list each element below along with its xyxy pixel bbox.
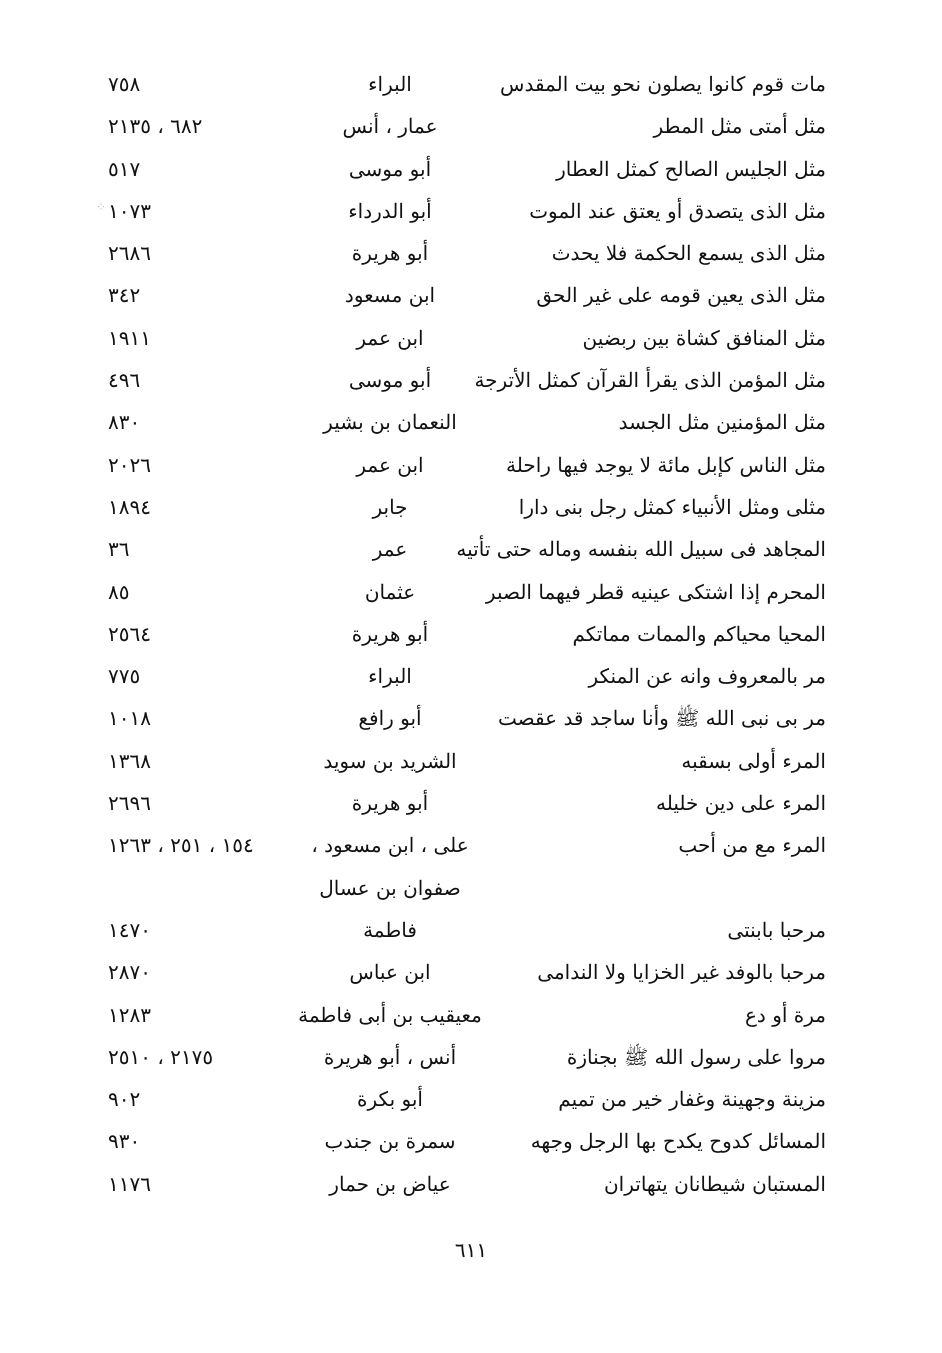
reference-number: ٣٤٢	[108, 283, 141, 308]
narrator: عثمان	[364, 579, 416, 604]
narrator: ابن عمر	[356, 452, 424, 477]
index-row	[0, 994, 942, 1036]
index-row	[0, 486, 942, 528]
reference-number: ١٢٨٣	[108, 1002, 151, 1027]
narrator: ابن عباس	[349, 960, 431, 985]
index-row	[0, 1078, 942, 1120]
hadith-text: مثلى ومثل الأنبياء كمثل رجل بنى دارا	[518, 494, 826, 519]
reference-number: ٢٦٩٦	[108, 791, 151, 816]
narrator: أبو هريرة	[351, 791, 429, 816]
narrator: البراء	[368, 664, 412, 689]
narrator: البراء	[368, 72, 412, 96]
hadith-text: المستبان شيطانان يتهاتران	[603, 1171, 826, 1196]
index-row	[0, 655, 942, 697]
hadith-text: المجاهد فى سبيل الله بنفسه وماله حتى تأتيه	[456, 537, 826, 562]
narrator: الشريد بن سويد	[323, 748, 457, 773]
narrator: أبو هريرة	[351, 241, 429, 266]
hadith-index-list	[0, 63, 942, 1205]
narrator: معيقيب بن أبى فاطمة	[298, 1002, 482, 1027]
index-row	[0, 274, 942, 316]
hadith-text: مات قوم كانوا يصلون نحو بيت المقدس	[500, 72, 826, 96]
reference-number: ١١٧٦	[108, 1171, 151, 1196]
hadith-text: مثل المؤمن الذى يقرأ القرآن كمثل الأترجة	[474, 368, 826, 393]
reference-number: ٦٨٢ ، ٢١٣٥	[108, 114, 203, 139]
index-row	[0, 359, 942, 401]
reference-number: ٢٦٨٦	[108, 241, 151, 266]
index-row	[0, 571, 942, 613]
reference-number: ٥١٧	[108, 156, 141, 181]
reference-number: ٨٥	[108, 579, 130, 604]
hadith-text: المرء أولى بسقبه	[681, 748, 826, 773]
hadith-text: مثل الذى يسمع الحكمة فلا يحدث	[551, 241, 826, 266]
narrator: عمر	[372, 537, 408, 562]
index-row	[0, 697, 942, 739]
index-row	[0, 824, 942, 866]
narrator: على ، ابن مسعود ،	[311, 833, 469, 858]
hadith-text: المرء مع من أحب	[678, 833, 826, 858]
index-row	[0, 1120, 942, 1162]
index-row	[0, 401, 942, 443]
hadith-text: مروا على رسول الله ﷺ بجنازة	[566, 1044, 826, 1069]
hadith-text: المرء على دين خليله	[655, 791, 826, 816]
hadith-text: مثل الجليس الصالح كمثل العطار	[556, 156, 826, 181]
hadith-text: مثل المنافق كشاة بين ربضين	[582, 325, 826, 350]
narrator: ابن عمر	[356, 325, 424, 350]
narrator: أبو موسى	[348, 156, 432, 181]
hadith-text: مثل الناس كإبل مائة لا يوجد فيها راحلة	[505, 452, 826, 477]
reference-number: ٣٦	[108, 537, 130, 562]
narrator: النعمان بن بشير	[323, 410, 457, 435]
hadith-text: المحيا محياكم والممات مماتكم	[572, 621, 826, 646]
reference-number: ٤٩٦	[108, 368, 141, 393]
reference-number: ١٥٤ ، ٢٥١ ، ١٢٦٣	[108, 833, 254, 858]
index-row	[0, 909, 942, 951]
hadith-text: المحرم إذا اشتكى عينيه قطر فيهما الصبر	[485, 579, 826, 604]
index-row	[0, 232, 942, 274]
narrator: أنس ، أبو هريرة	[323, 1044, 457, 1069]
hadith-text: مر بالمعروف وانه عن المنكر	[588, 664, 826, 689]
hadith-text: مثل الذى يعين قومه على غير الحق	[536, 283, 826, 308]
narrator: عمار ، أنس	[342, 114, 438, 139]
hadith-text: مرة أو دع	[745, 1002, 826, 1027]
hadith-text: مثل المؤمنين مثل الجسد	[618, 410, 826, 435]
hadith-text: مثل الذى يتصدق أو يعتق عند الموت	[529, 198, 826, 223]
narrator: سمرة بن جندب	[324, 1129, 456, 1154]
reference-number: ٧٧٥	[108, 664, 141, 689]
narrator: أبو الدرداء	[348, 198, 432, 223]
narrator: فاطمة	[363, 917, 417, 942]
index-row	[0, 1036, 942, 1078]
reference-number: ١٩١١	[108, 325, 151, 350]
reference-number: ٧٥٨	[108, 72, 141, 96]
narrator: أبو رافع	[358, 706, 422, 731]
reference-number	[108, 867, 298, 909]
index-row	[0, 740, 942, 782]
narrator: صفوان بن عسال	[319, 875, 461, 900]
hadith-text: مرحبا بابنتى	[727, 917, 826, 942]
reference-number: ١٣٦٨	[108, 748, 151, 773]
narrator: أبو بكرة	[357, 1087, 423, 1112]
index-row	[0, 782, 942, 824]
reference-number: ١٠٧٣	[108, 198, 151, 223]
hadith-text: مثل أمتى مثل المطر	[653, 114, 826, 139]
reference-number: ٢٥٦٤	[108, 621, 151, 646]
scan-mark: ⁘	[96, 200, 107, 214]
narrator: أبو هريرة	[351, 621, 429, 646]
narrator: عياض بن حمار	[329, 1171, 451, 1196]
narrator: جابر	[372, 494, 408, 519]
index-row	[0, 528, 942, 570]
index-row	[0, 190, 942, 232]
reference-number: ٩٣٠	[108, 1129, 141, 1154]
index-row	[0, 63, 942, 105]
reference-number: ٢٨٧٠	[108, 960, 151, 985]
hadith-text: المسائل كدوح يكدح بها الرجل وجهه	[530, 1129, 826, 1154]
hadith-text: مرحبا بالوفد غير الخزايا ولا الندامى	[537, 960, 826, 985]
index-row	[0, 105, 942, 147]
hadith-text: مزينة وجهينة وغفار خير من تميم	[558, 1087, 826, 1112]
reference-number: ٢١٧٥ ، ٢٥١٠	[108, 1044, 214, 1069]
index-row	[0, 951, 942, 993]
hadith-text: مر بى نبى الله ﷺ وأنا ساجد قد عقصت	[498, 706, 826, 731]
index-row	[0, 1163, 942, 1205]
index-row	[0, 613, 942, 655]
index-row	[0, 444, 942, 486]
reference-number: ٢٠٢٦	[108, 452, 151, 477]
narrator: أبو موسى	[348, 368, 432, 393]
reference-number: ٩٠٢	[108, 1087, 141, 1112]
index-row	[0, 317, 942, 359]
index-row	[0, 148, 942, 190]
index-row	[0, 867, 942, 909]
narrator: ابن مسعود	[344, 283, 436, 308]
reference-number: ١٤٧٠	[108, 917, 151, 942]
page-number: ٦١١	[454, 1238, 488, 1262]
reference-number: ٨٣٠	[108, 410, 141, 435]
reference-number: ١٨٩٤	[108, 494, 151, 519]
reference-number: ١٠١٨	[108, 706, 151, 731]
